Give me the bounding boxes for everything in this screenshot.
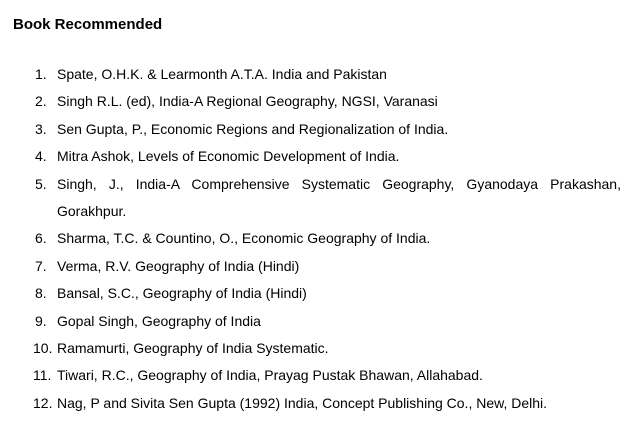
list-item xyxy=(0,253,638,280)
list-item xyxy=(0,88,638,115)
list-item xyxy=(0,116,638,143)
list-item-number: 2. xyxy=(35,93,47,110)
list-item xyxy=(0,390,638,417)
list-item xyxy=(0,225,638,252)
list-item-text: Ramamurti, Geography of India Systematic. xyxy=(57,340,329,357)
list-item xyxy=(0,143,638,170)
list-item xyxy=(0,280,638,307)
list-item-text: Singh R.L. (ed), India-A Regional Geography, NGSI, Varanasi xyxy=(57,93,438,110)
list-item-text: Spate, O.H.K. & Learmonth A.T.A. India and Pakistan xyxy=(57,66,387,82)
list-item-number: 1. xyxy=(35,66,47,82)
list-item-text: Gopal Singh, Geography of India xyxy=(57,312,261,329)
list-item xyxy=(0,335,638,362)
list-item xyxy=(0,61,638,88)
list-item xyxy=(0,308,638,335)
book-list xyxy=(0,61,638,417)
list-item-text: Verma, R.V. Geography of India (Hindi) xyxy=(57,257,300,274)
list-item-text: Bansal, S.C., Geography of India (Hindi) xyxy=(57,285,307,302)
list-item-number: 8. xyxy=(35,285,47,302)
list-item-number: 4. xyxy=(35,148,47,165)
list-item-text: Mitra Ashok, Levels of Economic Development of India. xyxy=(57,148,400,165)
list-item-number: 11. xyxy=(33,367,52,384)
list-item-text: Sharma, T.C. & Countino, O., Economic Geography of India. xyxy=(57,230,431,247)
list-item xyxy=(0,362,638,389)
list-item-number: 9. xyxy=(35,312,47,329)
list-item-text: Singh, J., India-A Comprehensive Systematic Geography, Gyanodaya Prakashan, Gorakhpur. xyxy=(57,175,621,220)
list-item-number: 7. xyxy=(35,257,47,274)
list-item xyxy=(0,171,638,226)
list-item-number: 3. xyxy=(35,120,47,137)
list-item-text: Nag, P and Sivita Sen Gupta (1992) India, Concept Publishing Co., New, Delhi. xyxy=(57,394,548,411)
list-item-text: Tiwari, R.C., Geography of India, Prayag Pustak Bhawan, Allahabad. xyxy=(57,367,483,384)
list-item-text: Sen Gupta, P., Economic Regions and Regionalization of India. xyxy=(57,120,449,137)
list-item-number: 5. xyxy=(35,175,47,192)
section-heading: Book Recommended xyxy=(13,16,163,33)
list-item-number: 12. xyxy=(33,394,53,411)
list-item-number: 10. xyxy=(33,340,53,357)
list-item-number: 6. xyxy=(35,230,47,247)
